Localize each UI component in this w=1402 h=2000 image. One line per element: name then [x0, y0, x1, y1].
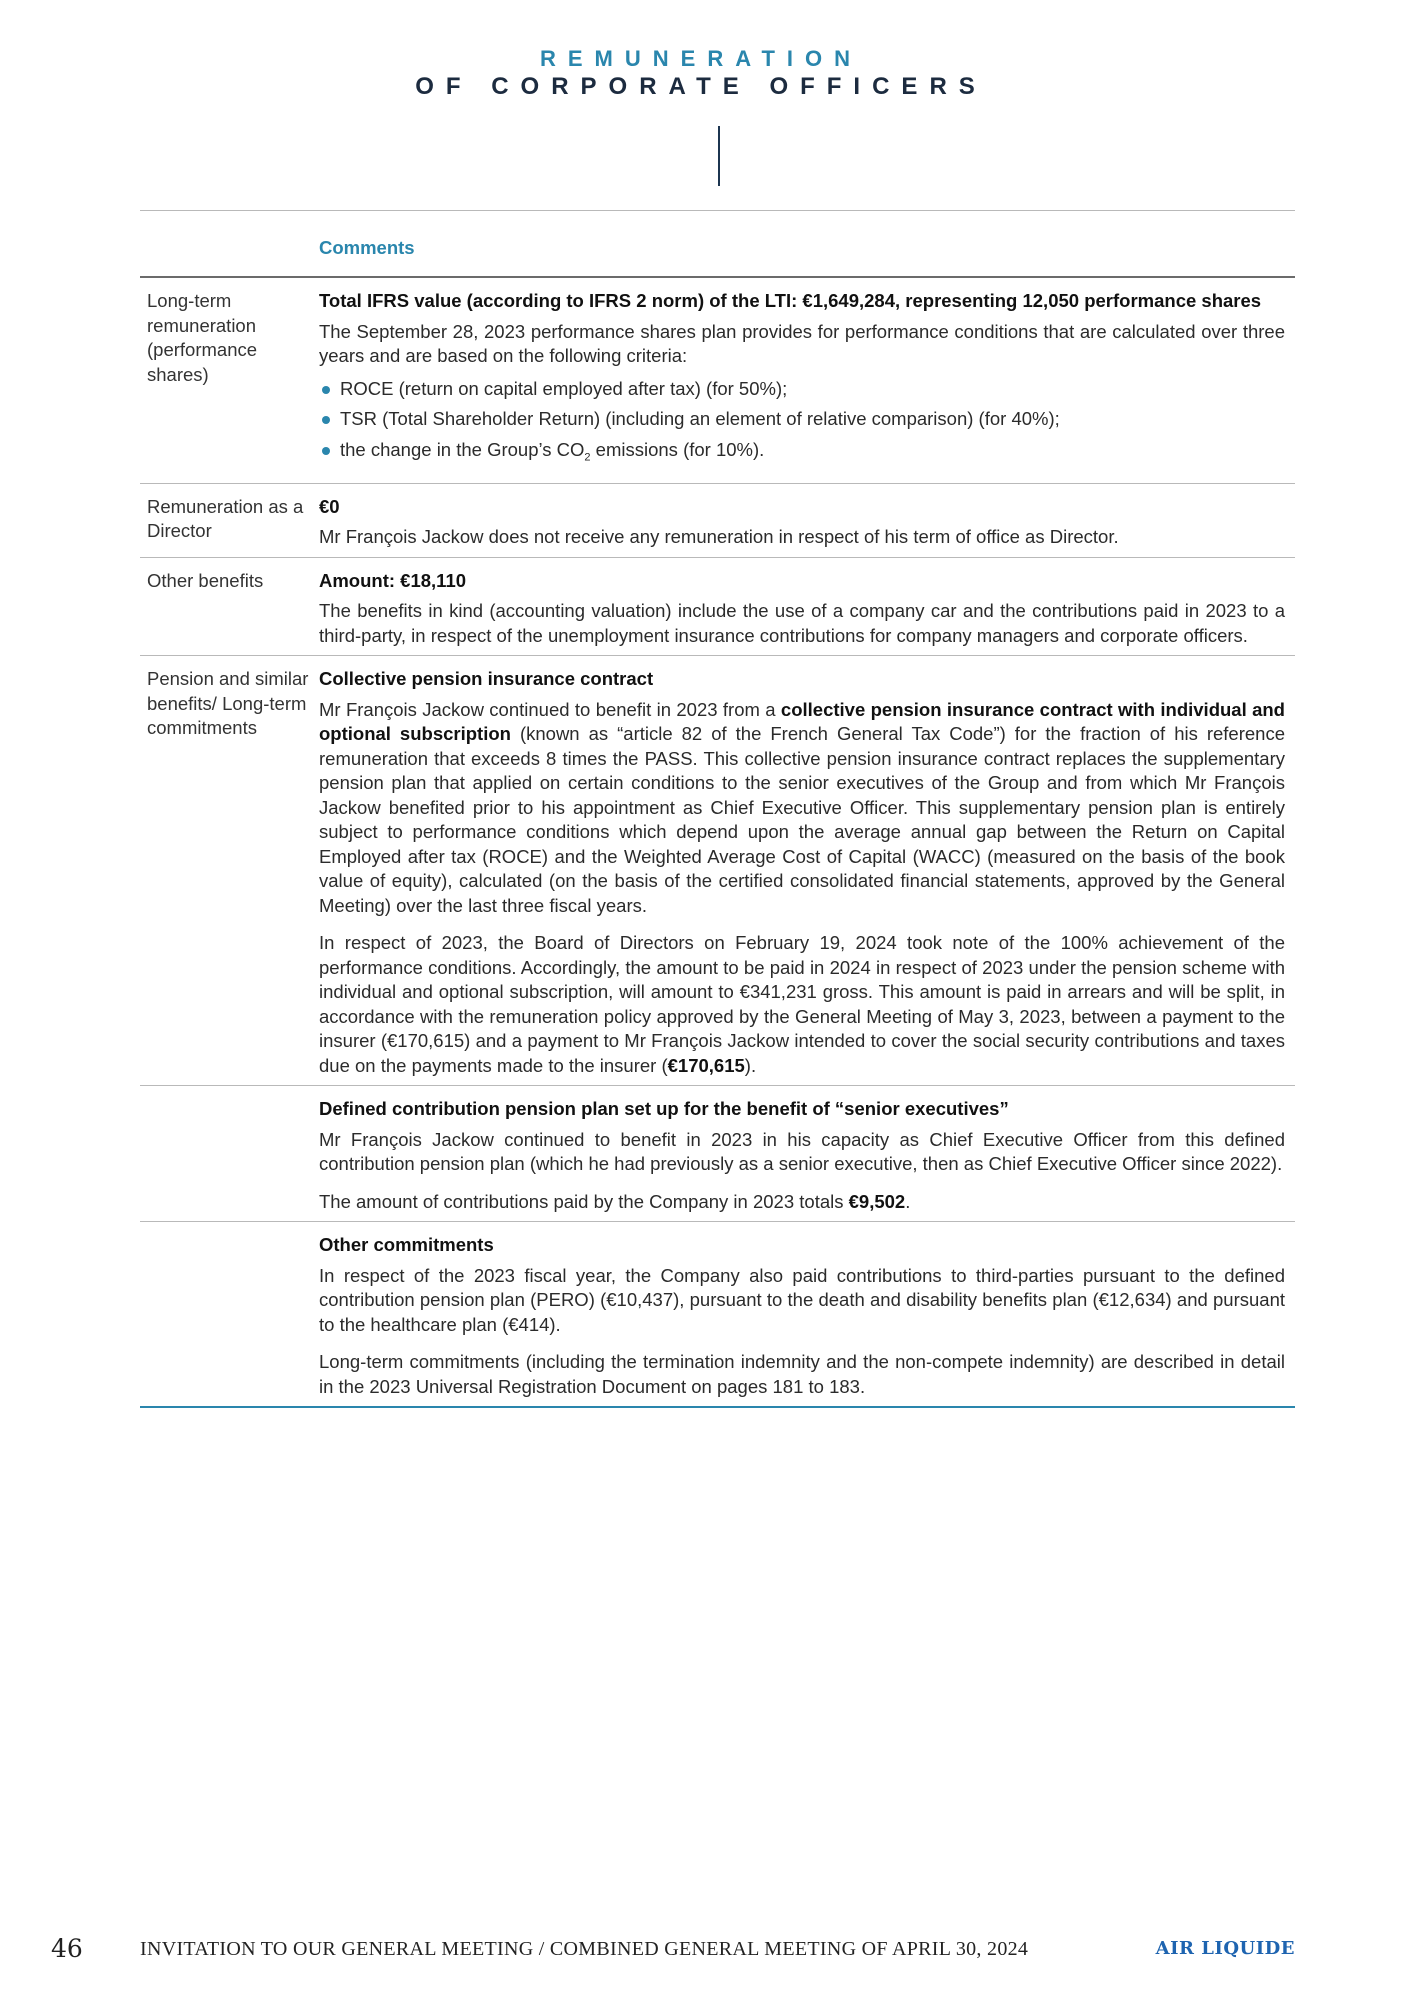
section-title-line2: OF CORPORATE OFFICERS [415, 73, 987, 100]
page-number: 46 [51, 1934, 83, 1963]
table-row-long-term-remuneration [140, 278, 1295, 484]
row-paragraph: The amount of contributions paid by the Company in 2023 totals €9,502. [319, 1190, 911, 1212]
row-label: Pension and similar benefits/ Long-term commitments [147, 668, 309, 739]
bullet-icon [322, 416, 330, 424]
bullet-icon [322, 447, 330, 455]
table-row-other-commitments [140, 1222, 1295, 1408]
row-label: Long-term remuneration (performance shares) [147, 290, 258, 385]
row-title: Defined contribution pension plan set up for the benefit of “senior executives” [319, 1098, 1009, 1120]
header-divider [718, 126, 720, 186]
row-title: €0 [319, 495, 340, 517]
table-header [140, 211, 1295, 278]
bullet-icon [322, 386, 330, 394]
footer-text: INVITATION TO OUR GENERAL MEETING / COMBINED GENERAL MEETING OF APRIL 30, 2024 [140, 1938, 1029, 1960]
row-paragraph: In respect of 2023, the Board of Directors on February 19, 2024 took note of the 100% achievement of the performance conditions. Accordingly, the amount to be paid in 2024 in respect of 2023 under the pension scheme with individual and optional subscription, will amount to €341,231 gross. This amount is paid in arrears and will be split, in accordance with the remuneration policy approved by the General Meeting of May 3, 2023, between a payment to the insurer (€170,615) and a payment to Mr François Jackow intended to cover the social security contributions and taxes due on the payments made to the insurer (€170,615). [319, 932, 1285, 1076]
row-comment [319, 1097, 1295, 1214]
row-label [140, 1233, 319, 1399]
row-comment [319, 495, 1295, 550]
row-label: Other benefits [147, 569, 264, 591]
row-intro: The September 28, 2023 performance shares plan provides for performance conditions that are calculated over three years and are based on the following criteria: [319, 320, 1285, 366]
row-title: Other commitments [319, 1234, 494, 1256]
remuneration-table [140, 210, 1295, 1408]
table-row-other-benefits [140, 558, 1295, 657]
table-row-pension [140, 656, 1295, 1086]
comments-column-header: Comments [319, 237, 415, 258]
brand-logo: AIR LIQUIDE [1155, 1938, 1295, 1959]
row-paragraph: In respect of the 2023 fiscal year, the Company also paid contributions to third-parties pursuant to the defined contribution pension plan (PERO) (€10,437), pursuant to the death and disability benefits plan (€12,634) and pursuant to the healthcare plan (€414). [319, 1264, 1285, 1335]
row-comment [319, 667, 1295, 1078]
table-row-director-remuneration [140, 484, 1295, 558]
list-item: ROCE (return on capital employed after tax) (for 50%); [319, 377, 1285, 402]
row-text: The benefits in kind (accounting valuation) include the use of a company car and the contributions paid in 2023 to a third-party, in respect of the unemployment insurance contributions for company managers and corporate officers. [319, 600, 1285, 646]
row-title: Total IFRS value (according to IFRS 2 norm) of the LTI: €1,649,284, representing 12,050 performance shares [319, 290, 1262, 311]
criteria-list [319, 377, 1285, 470]
row-paragraph: Long-term commitments (including the termination indemnity and the non-compete indemnity) are described in detail in the 2023 Universal Registration Document on pages 181 to 183. [319, 1351, 1285, 1397]
row-paragraph: Mr François Jackow continued to benefit in 2023 from a collective pension insurance contract with individual and optional subscription (known as “article 82 of the French General Tax Code”) for the fraction of his reference remuneration that exceeds 8 times the PASS. This collective pension insurance contract replaces the supplementary pension plan that applied on certain conditions to the senior executives of the Group and from which Mr François Jackow benefited prior to his appointment as Chief Executive Officer. This supplementary pension plan is entirely subject to performance conditions which depend upon the average annual gap between the Return on Capital Employed after tax (ROCE) and the Weighted Average Cost of Capital (WACC) (measured on the basis of the book value of equity), calculated (on the basis of the certified consolidated financial statements, approved by the General Meeting) over the last three fiscal years. [319, 698, 1285, 916]
row-title: Amount: €18,110 [319, 569, 467, 591]
list-item: the change in the Group’s $CO_2$ emissions (for 10%). [319, 438, 1285, 470]
row-label [140, 1097, 319, 1214]
section-title-line1: REMUNERATION [539, 46, 863, 71]
table-row-defined-contribution [140, 1086, 1295, 1222]
row-title: Collective pension insurance contract [319, 668, 654, 690]
page-footer [0, 1934, 1402, 1964]
row-comment [319, 289, 1295, 476]
list-item: TSR (Total Shareholder Return) (including an element of relative comparison) (for 40%); [319, 407, 1285, 432]
row-comment [319, 1233, 1295, 1399]
row-paragraph: Mr François Jackow continued to benefit in 2023 in his capacity as Chief Executive Officer from this defined contribution pension plan (which he had previously as a senior executive, then as Chief Executive Officer since 2022). [319, 1128, 1285, 1175]
row-text: Mr François Jackow does not receive any remuneration in respect of his term of office as Director. [319, 526, 1119, 548]
row-label: Remuneration as a Director [147, 495, 304, 542]
row-comment [319, 569, 1295, 649]
